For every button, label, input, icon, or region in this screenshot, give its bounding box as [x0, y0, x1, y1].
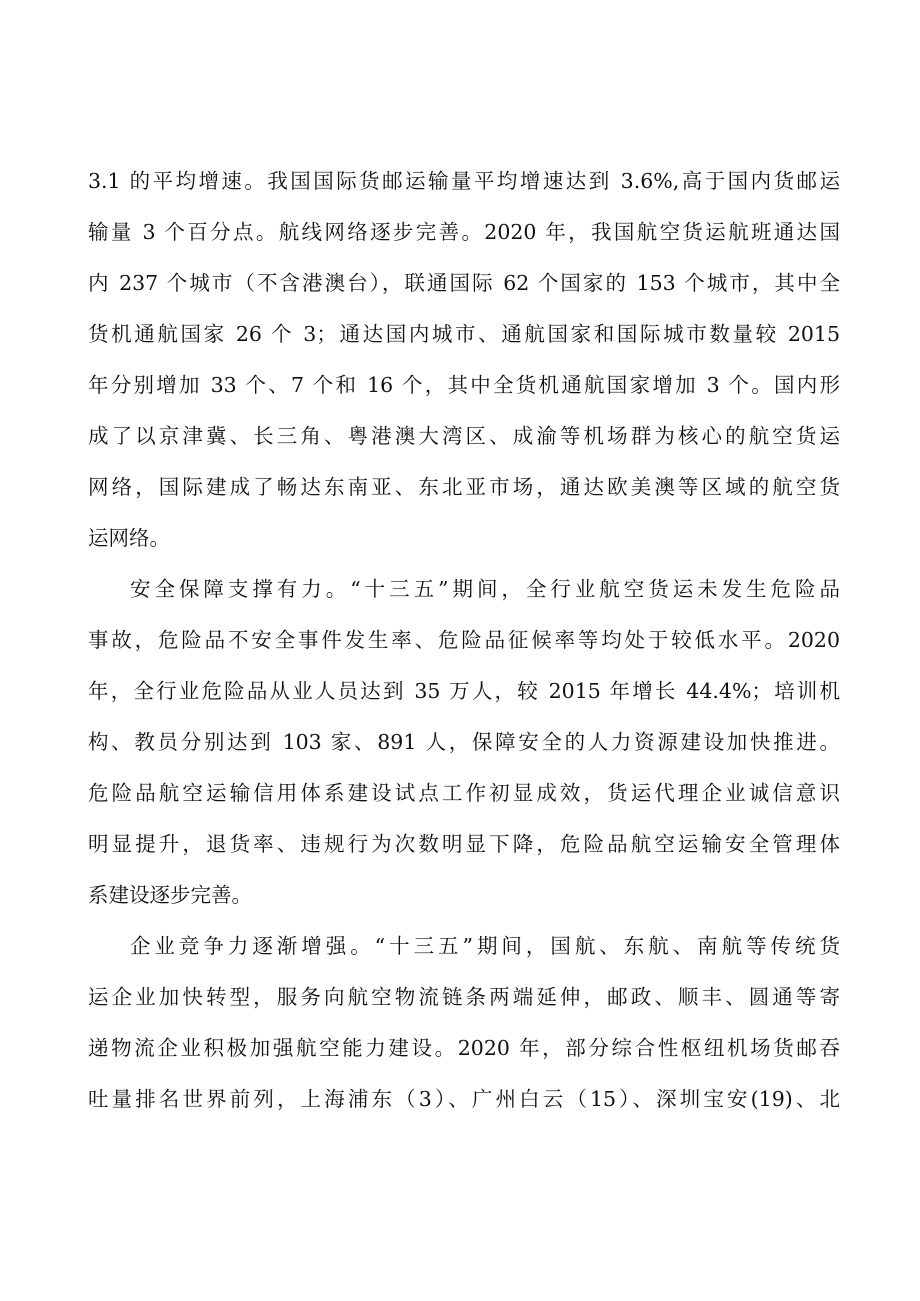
- text-line: 构、教员分别达到 103 家、891 人，保障安全的人力资源建设加快推进。: [88, 730, 840, 754]
- text-line: 年分别增加 33 个、7 个和 16 个，其中全货机通航国家增加 3 个。国内形: [88, 373, 840, 397]
- text-line: 系建设逐步完善。: [88, 883, 252, 907]
- text-line: 运网络。: [88, 526, 170, 550]
- text-line: 递物流企业积极加强航空能力建设。2020 年，部分综合性枢纽机场货邮吞: [88, 1036, 840, 1060]
- text-line: 货机通航国家 26 个 3；通达国内城市、通航国家和国际城市数量较 2015: [88, 322, 840, 346]
- text-line: 危险品航空运输信用体系建设试点工作初显成效，货运代理企业诚信意识: [88, 781, 840, 805]
- text-line: 明显提升，退货率、违规行为次数明显下降，危险品航空运输安全管理体: [88, 832, 840, 856]
- text-line: 内 237 个城市（不含港澳台），联通国际 62 个国家的 153 个城市，其中全: [88, 271, 840, 295]
- text-line: 网络，国际建成了畅达东南亚、东北亚市场，通达欧美澳等区域的航空货: [88, 475, 840, 499]
- document-body: [88, 156, 840, 1125]
- text-line: 年，全行业危险品从业人员达到 35 万人，较 2015 年增长 44.4%；培训机: [88, 679, 840, 703]
- text-line: 安全保障支撑有力。“十三五”期间，全行业航空货运未发生危险品: [130, 577, 840, 601]
- paragraph-route-network: [88, 156, 840, 564]
- text-line: 运企业加快转型，服务向航空物流链条两端延伸，邮政、顺丰、圆通等寄: [88, 985, 840, 1009]
- text-line: 3.1 的平均增速。我国国际货邮运输量平均增速达到 3.6%,高于国内货邮运: [88, 169, 840, 193]
- paragraph-safety: [88, 564, 840, 921]
- paragraph-competitiveness: [88, 921, 840, 1125]
- text-line: 企业竞争力逐渐增强。“十三五”期间，国航、东航、南航等传统货: [130, 934, 840, 958]
- text-line: 事故，危险品不安全事件发生率、危险品征候率等均处于较低水平。2020: [88, 628, 840, 652]
- text-line: 吐量排名世界前列，上海浦东（3）、广州白云（15）、深圳宝安(19)、北: [88, 1087, 840, 1111]
- text-line: 输量 3 个百分点。航线网络逐步完善。2020 年，我国航空货运航班通达国: [88, 220, 840, 244]
- text-line: 成了以京津冀、长三角、粤港澳大湾区、成渝等机场群为核心的航空货运: [88, 424, 840, 448]
